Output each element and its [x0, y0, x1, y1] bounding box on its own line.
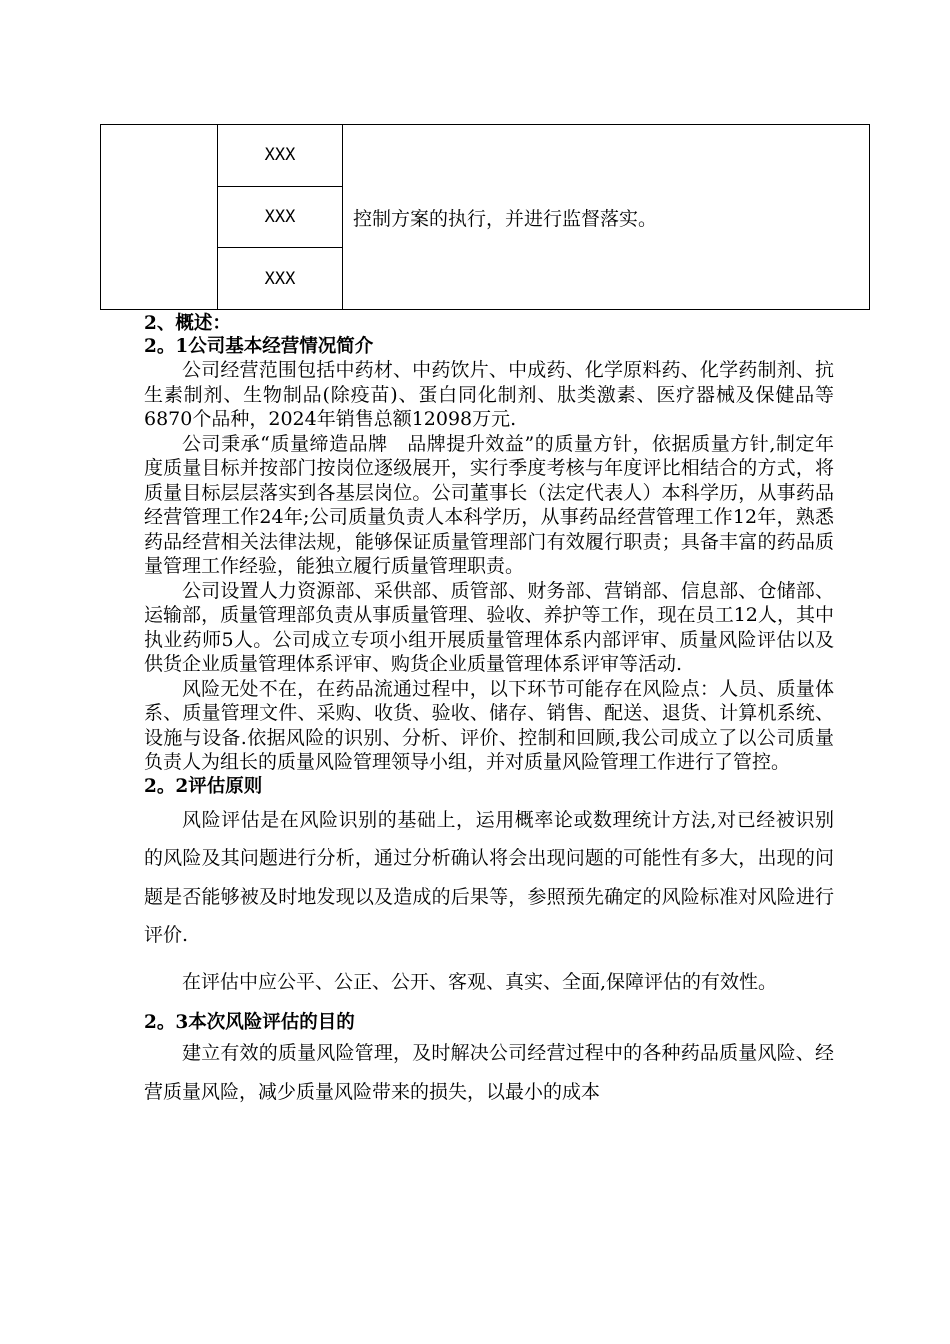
paragraph: 公司设置人力资源部、采供部、质管部、财务部、营销部、信息部、仓储部、运输部，质量管理部负责从事质量管理、验收、养护等工作，现在员工12人，其中执业药师5人。公司成立专项小组开展质量管理体系内部评审、质量风险评估以及供货企业质量管理体系评审、购货企业质量管理体系评审等活动.: [144, 579, 834, 675]
table-cell-empty: [101, 125, 218, 310]
paragraph: 公司经营范围包括中药材、中药饮片、中成药、化学原料药、化学药制剂、抗生素制剂、生物制品(除疫苗)、蛋白同化制剂、肽类激素、医疗器械及保健品等6870个品种，2024年销售总额12098万元.: [144, 359, 834, 430]
paragraph: 在评估中应公平、公正、公开、客观、真实、全面,保障评估的有效性。: [182, 970, 778, 993]
paragraph: 风险评估是在风险识别的基础上，运用概率论或数理统计方法,对已经被识别的风险及其问题进行分析，通过分析确认将会出现问题的可能性有多大，出现的问题是否能够被及时地发现以及造成的后果等，参照预先确定的风险标准对风险进行评价.: [144, 808, 834, 946]
table-cell: XXX: [218, 248, 343, 310]
paragraph: 建立有效的质量风险管理，及时解决公司经营过程中的各种药品质量风险、经营质量风险，减少质量风险带来的损失，以最小的成本: [144, 1042, 834, 1103]
document-body: [144, 312, 834, 1111]
table-cell: XXX: [218, 125, 343, 187]
subsection-heading: 2。3本次风险评估的目的: [144, 1012, 355, 1033]
table-row: [101, 125, 870, 187]
responsibility-table: [100, 124, 870, 310]
subsection-heading: 2。1公司基本经营情况简介: [144, 336, 374, 357]
paragraph: 公司秉承“质量缔造品牌 品牌提升效益”的质量方针，依据质量方针,制定年度质量目标并按部门按岗位逐级展开，实行季度考核与年度评比相结合的方式，将质量目标层层落实到各基层岗位。公司董事长（法定代表人）本科学历，从事药品经营管理工作24年;公司质量负责人本科学历，从事药品经营管理工作12年，熟悉药品经营相关法律法规，能够保证质量管理部门有效履行职责；具备丰富的药品质量管理工作经验，能独立履行质量管理职责。: [144, 432, 834, 577]
table-cell: XXX: [218, 186, 343, 248]
section-heading: 2、概述：: [144, 313, 231, 334]
paragraph: 风险无处不在，在药品流通过程中，以下环节可能存在风险点：人员、质量体系、质量管理文件、采购、收货、验收、储存、销售、配送、退货、计算机系统、设施与设备.依据风险的识别、分析、评价、控制和回顾,我公司成立了以公司质量负责人为组长的质量风险管理领导小组，并对质量风险管理工作进行了管控。: [144, 677, 834, 773]
table-cell-merged: 控制方案的执行，并进行监督落实。: [343, 125, 870, 310]
subsection-heading: 2。2评估原则: [144, 775, 263, 797]
